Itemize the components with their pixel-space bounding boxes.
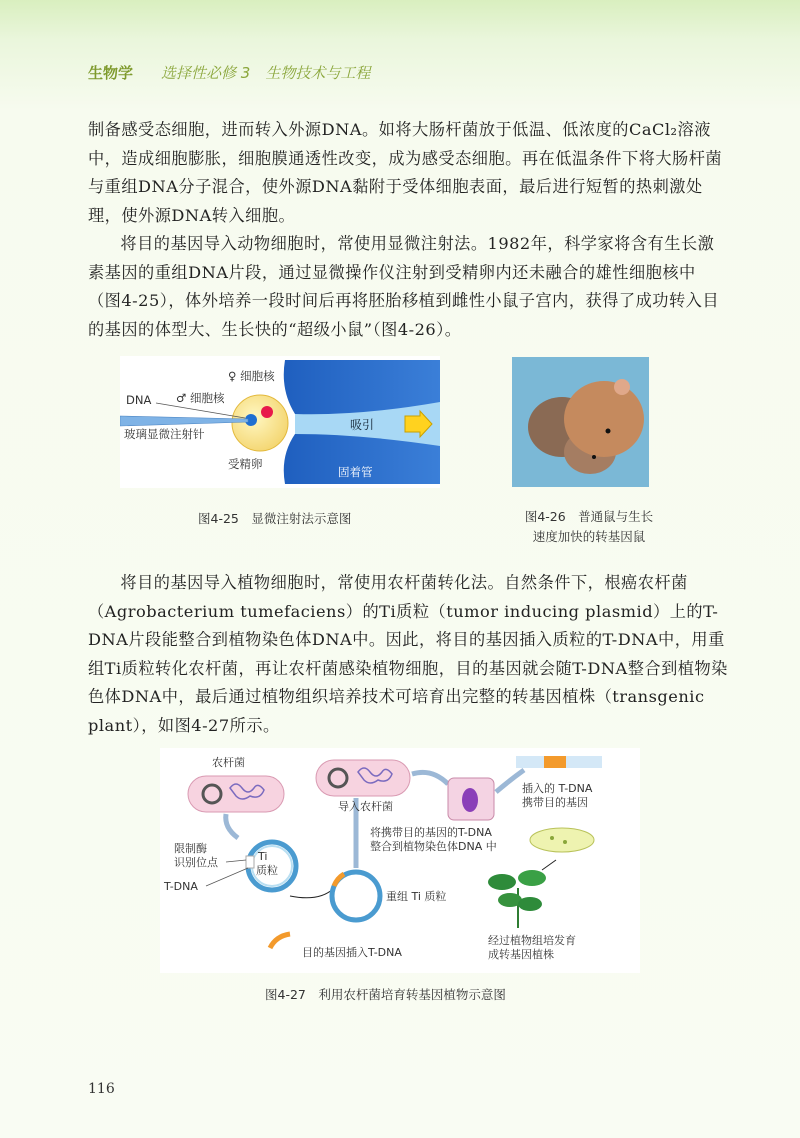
recombinant-ti-label: 重组 Ti 质粒: [386, 890, 447, 903]
figure-4-27-caption: 图4-27 利用农杆菌培育转基因植物示意图: [265, 987, 506, 1002]
dna-label: DNA: [126, 393, 152, 407]
page-number: 116: [88, 1081, 115, 1097]
transgenic-mouse: [564, 381, 644, 457]
culture-label-2: 成转基因植株: [488, 948, 554, 961]
figure-4-26-caption: [509, 507, 669, 547]
mouse-eye: [606, 429, 611, 434]
figure-4-26-caption-line1: 图4-26 普通鼠与生长: [524, 509, 654, 524]
integrate-label-1: 将携带目的基因的T-DNA: [370, 826, 492, 839]
restriction-label-1: 限制酶: [174, 842, 207, 855]
insert-gene-label: 目的基因插入T-DNA: [302, 946, 402, 959]
ti-label-1: Ti: [258, 850, 268, 863]
running-header: [88, 62, 370, 83]
figure-4-26-caption-line2: 速度加快的转基因鼠: [532, 529, 646, 544]
mice-photo: [512, 357, 649, 487]
header-subject: 生物学: [88, 64, 134, 82]
agrobacterium-transformation-diagram: [160, 748, 640, 973]
egg-label: 受精卵: [228, 457, 263, 471]
needle-label: 玻璃显微注射针: [124, 427, 205, 441]
agrobacterium-label: 农杆菌: [212, 756, 245, 769]
culture-label-1: 经过植物组培发育: [488, 934, 576, 947]
paragraph-microinjection: 将目的基因导入动物细胞时，常使用显微注射法。1982年，科学家将含有生长激素基因的重组DNA片段，通过显微操作仪注射到受精卵内还未融合的雄性细胞核中（图4-25），体外培养一段时间后再将胚胎移植到雌性小鼠子宫内，获得了成功转入目的基因的体型大、生长快的“超级小鼠”（图4-26）。: [88, 234, 720, 339]
inserted-tdna-label-2: 携带目的基因: [522, 796, 588, 809]
restriction-label-2: 识别位点: [174, 856, 218, 869]
mouse-eye-2: [592, 455, 596, 459]
inserted-tdna-label-1: 插入的 T-DNA: [522, 782, 593, 795]
header-book-title: 选择性必修 3 生物技术与工程: [161, 64, 371, 82]
tdna-label: T-DNA: [164, 880, 198, 893]
microinjection-diagram: [120, 356, 440, 488]
figure-4-25-caption: 图4-25 显微注射法示意图: [198, 511, 352, 526]
holder-label: 固着管: [338, 465, 373, 479]
paragraph-agrobacterium: 将目的基因导入植物细胞时，常使用农杆菌转化法。自然条件下，根癌农杆菌（Agrobacterium tumefaciens）的Ti质粒（tumor inducing plasmid）上的T-DNA片段能整合到植物染色体DNA中。因此，将目的基因插入质粒的T-DNA中，用重组Ti质粒转化农杆菌，再让农杆菌感染植物细胞，目的基因就会随T-DNA整合到植物染色体DNA中，最后通过植物组织培养技术可培育出完整的转基因植株（transgenic plant），如图4-27所示。: [88, 573, 728, 735]
into-agro-label: 导入农杆菌: [338, 800, 393, 813]
paragraph-competent-cells: 制备感受态细胞，进而转入外源DNA。如将大肠杆菌放于低温、低浓度的CaCl₂溶液中，造成细胞膨胀，细胞膜通透性改变，成为感受态细胞。再在低温条件下将大肠杆菌与重组DNA分子混合，使外源DNA黏附于受体细胞表面，最后进行短暂的热刺激处理，使外源DNA转入细胞。: [88, 120, 723, 225]
culture-dish: [530, 828, 594, 852]
male-nucleus-label: ♂ 细胞核: [176, 391, 225, 405]
ti-label-2: 质粒: [256, 864, 278, 877]
fertilized-egg: [232, 395, 288, 451]
female-nucleus: [261, 406, 273, 418]
suction-label: 吸引: [350, 418, 375, 432]
mouse-ear: [614, 379, 630, 395]
tdna-region: [246, 856, 254, 868]
female-nucleus-label: ♀ 细胞核: [228, 369, 275, 383]
inserted-tdna-strip: [544, 756, 566, 768]
integrate-label-2: 整合到植物染色体DNA 中: [370, 840, 497, 853]
plant-nucleus: [462, 788, 478, 812]
callus-dot: [550, 836, 554, 840]
callus-dot-2: [563, 840, 567, 844]
